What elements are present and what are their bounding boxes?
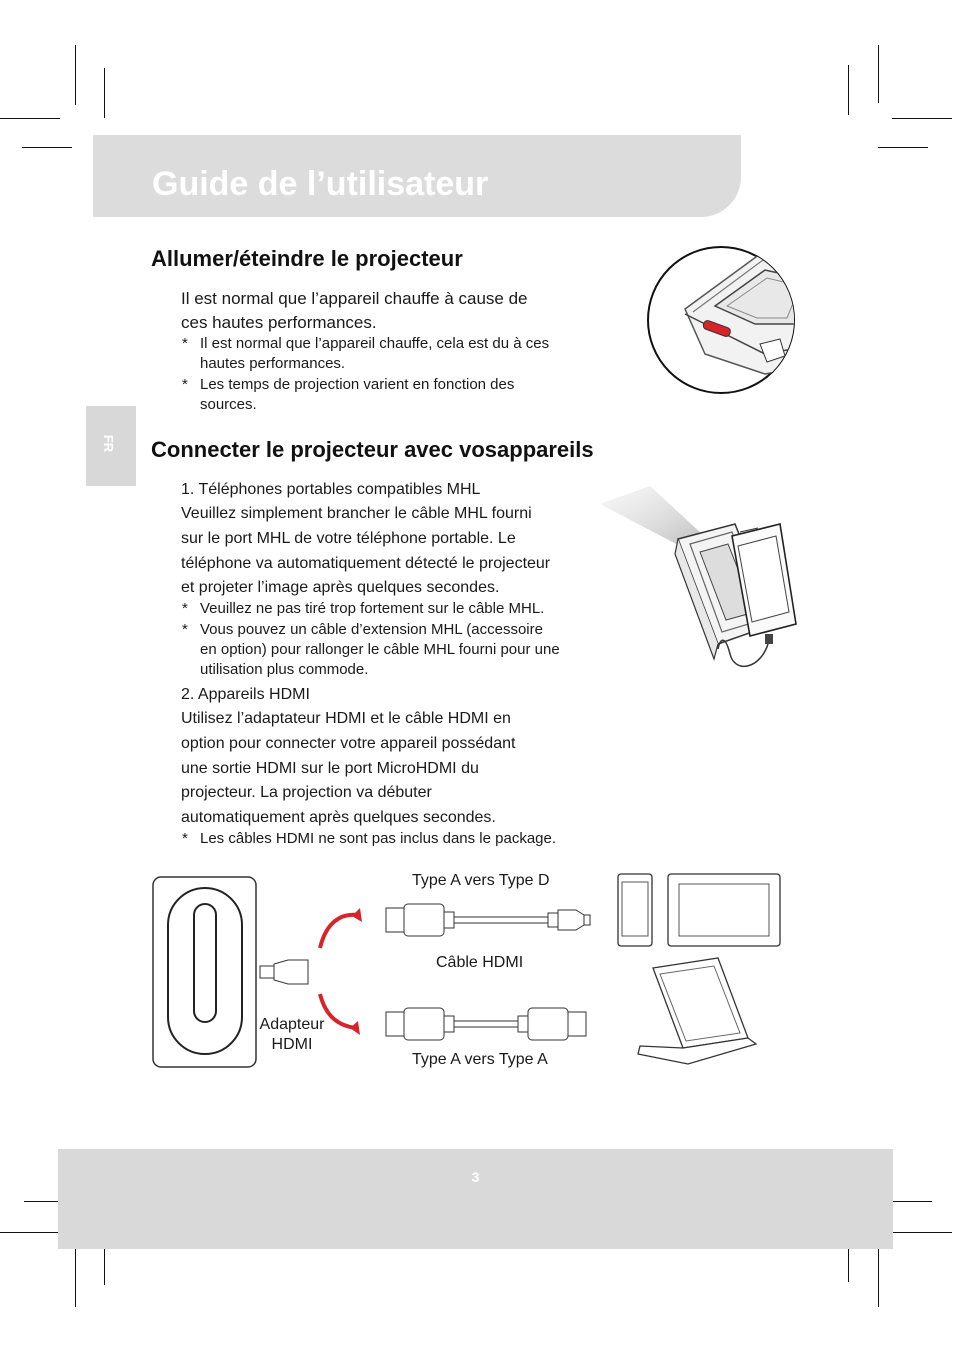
language-tab bbox=[86, 406, 136, 486]
label-type-a-to-a: Type A vers Type A bbox=[412, 1051, 548, 1068]
projector-device bbox=[153, 877, 256, 1067]
crop-mark bbox=[104, 68, 105, 118]
asterisk-bullet: * bbox=[182, 600, 188, 617]
label-hdmi-adapter: Adapteur HDMI bbox=[259, 1016, 325, 1053]
crop-mark bbox=[848, 65, 849, 115]
language-label: FR bbox=[101, 434, 117, 453]
hdmi-adapter bbox=[260, 960, 308, 984]
section-heading-connect: Connecter le projecteur avec vosappareils bbox=[151, 437, 594, 462]
crop-mark bbox=[0, 1232, 60, 1233]
crop-mark bbox=[878, 45, 879, 103]
item-title: 1. Téléphones portables compatibles MHL bbox=[181, 481, 481, 498]
asterisk-bullet: * bbox=[182, 376, 188, 393]
page-title: Guide de l’utilisateur bbox=[152, 165, 489, 203]
power-button-illustration bbox=[645, 244, 797, 396]
phone-tablet-icons bbox=[618, 874, 780, 946]
label-hdmi-cable: Câble HDMI bbox=[436, 954, 524, 971]
note-item: * Il est normal que l’appareil chauffe, cela est du à ces hautes performances. bbox=[182, 335, 550, 372]
hdmi-cable-type-a-d bbox=[386, 904, 590, 936]
asterisk-bullet: * bbox=[182, 621, 188, 638]
item-body: Veuillez simplement brancher le câble MHL fourni sur le port MHL de votre téléphone portable. Le téléphone va automatiquement détecté le projecteur et projeter l’image après quelques secondes. bbox=[181, 505, 551, 597]
asterisk-bullet: * bbox=[182, 830, 188, 847]
crop-mark bbox=[878, 147, 928, 148]
note-item: * Les temps de projection varient en fonction des sources. bbox=[182, 376, 515, 413]
crop-mark bbox=[75, 45, 76, 105]
header-banner bbox=[93, 135, 741, 217]
note-item: * Les câbles HDMI ne sont pas inclus dans le package. bbox=[182, 830, 557, 847]
label-type-a-to-d: Type A vers Type D bbox=[412, 872, 550, 889]
item-body: Utilisez l’adaptateur HDMI et le câble HDMI en option pour connecter votre appareil possédant une sortie HDMI sur le port MicroHDMI du projecteur. La projection va débuter automatiquement après quelques secondes. bbox=[181, 710, 516, 827]
laptop-icon bbox=[638, 958, 756, 1064]
crop-mark bbox=[892, 1232, 952, 1233]
crop-mark bbox=[878, 1245, 879, 1307]
asterisk-bullet: * bbox=[182, 335, 188, 352]
note-item: * Vous pouvez un câble d’extension MHL (accessoire en option) pour rallonger le câble MHL fourni pour une utilisation plus commode. bbox=[182, 621, 560, 678]
item-title: 2. Appareils HDMI bbox=[181, 686, 310, 703]
crop-mark bbox=[22, 147, 72, 148]
hdmi-cable-type-a-a bbox=[386, 1008, 586, 1040]
intro-line: Il est normal que l’appareil chauffe à cause de bbox=[181, 289, 528, 308]
crop-mark bbox=[0, 118, 60, 119]
crop-mark bbox=[75, 1245, 76, 1307]
section-heading-power: Allumer/éteindre le projecteur bbox=[151, 246, 463, 271]
page-footer bbox=[58, 1149, 893, 1249]
note-item: * Veuillez ne pas tiré trop fortement sur le câble MHL. bbox=[182, 600, 545, 617]
phone-projector-illustration bbox=[600, 484, 818, 684]
intro-line: ces hautes performances. bbox=[181, 313, 377, 332]
crop-mark bbox=[892, 118, 952, 119]
page-number: 3 bbox=[471, 1169, 480, 1185]
